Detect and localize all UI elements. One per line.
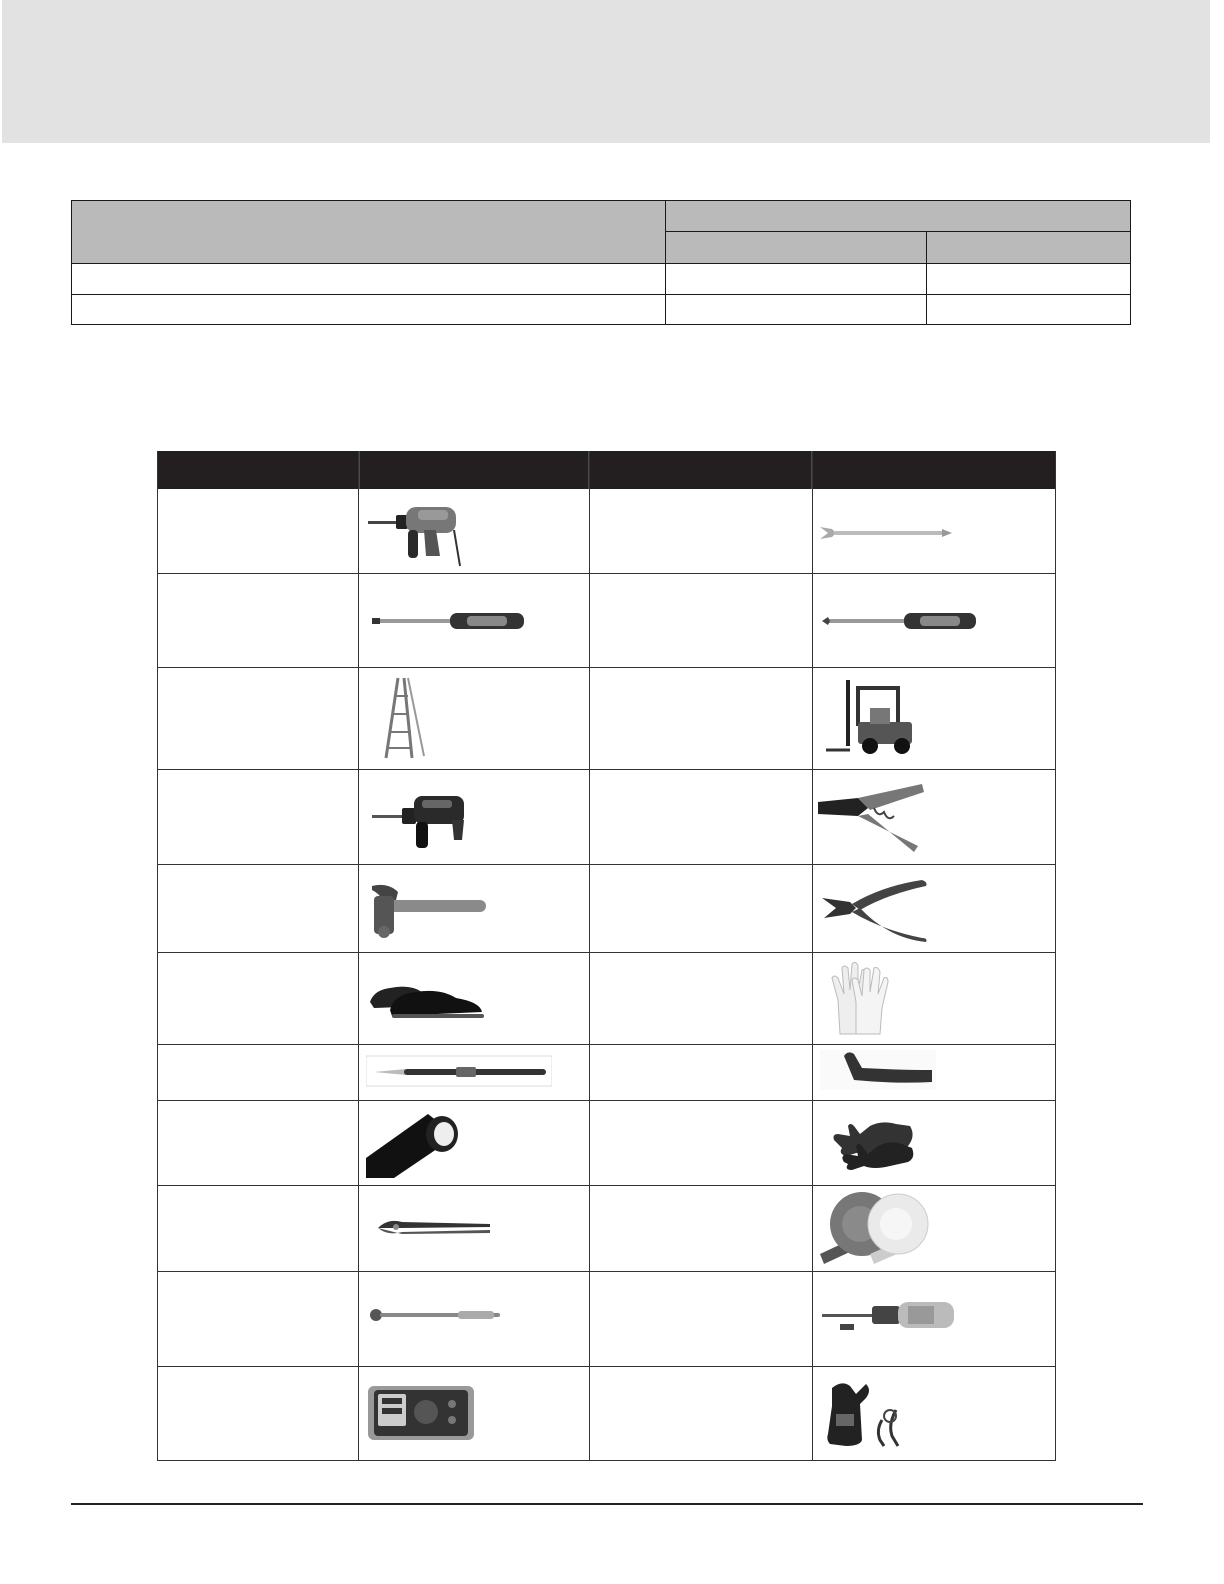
clamp-meter-icon — [826, 1380, 916, 1448]
insulated-gloves-icon — [830, 1116, 916, 1172]
info-table-header-left — [71, 200, 665, 263]
wire-stripper-icon — [818, 782, 926, 852]
hammer-drill-icon — [372, 790, 468, 850]
cotton-gloves-icon — [830, 960, 892, 1036]
safety-shoes-icon — [370, 972, 488, 1022]
utility-knife-icon — [366, 1054, 552, 1088]
torque-screwdriver-icon — [822, 1298, 958, 1340]
info-table-row — [71, 264, 665, 294]
phillips-screwdriver-icon — [822, 608, 976, 634]
claw-hammer-icon — [368, 882, 488, 938]
electric-drill-icon — [368, 500, 464, 568]
spanner-wrench-icon — [820, 523, 954, 543]
footer-rule — [71, 1503, 1143, 1505]
insulation-tape-icon — [366, 1114, 462, 1178]
header-band — [2, 0, 1210, 143]
forklift-icon — [826, 678, 916, 758]
info-table — [71, 200, 1131, 325]
step-ladder-icon — [382, 676, 428, 760]
tools-table-header — [157, 451, 1056, 489]
crimping-tool-icon — [378, 1216, 492, 1238]
flat-screwdriver-icon — [372, 608, 524, 634]
torque-wrench-icon — [368, 1306, 502, 1324]
diagonal-pliers-icon — [822, 876, 930, 944]
multimeter-icon — [368, 1386, 474, 1440]
info-table-row — [71, 295, 665, 324]
heat-shrink-tube-icon — [820, 1050, 936, 1092]
sealing-tape-icon — [820, 1190, 930, 1264]
